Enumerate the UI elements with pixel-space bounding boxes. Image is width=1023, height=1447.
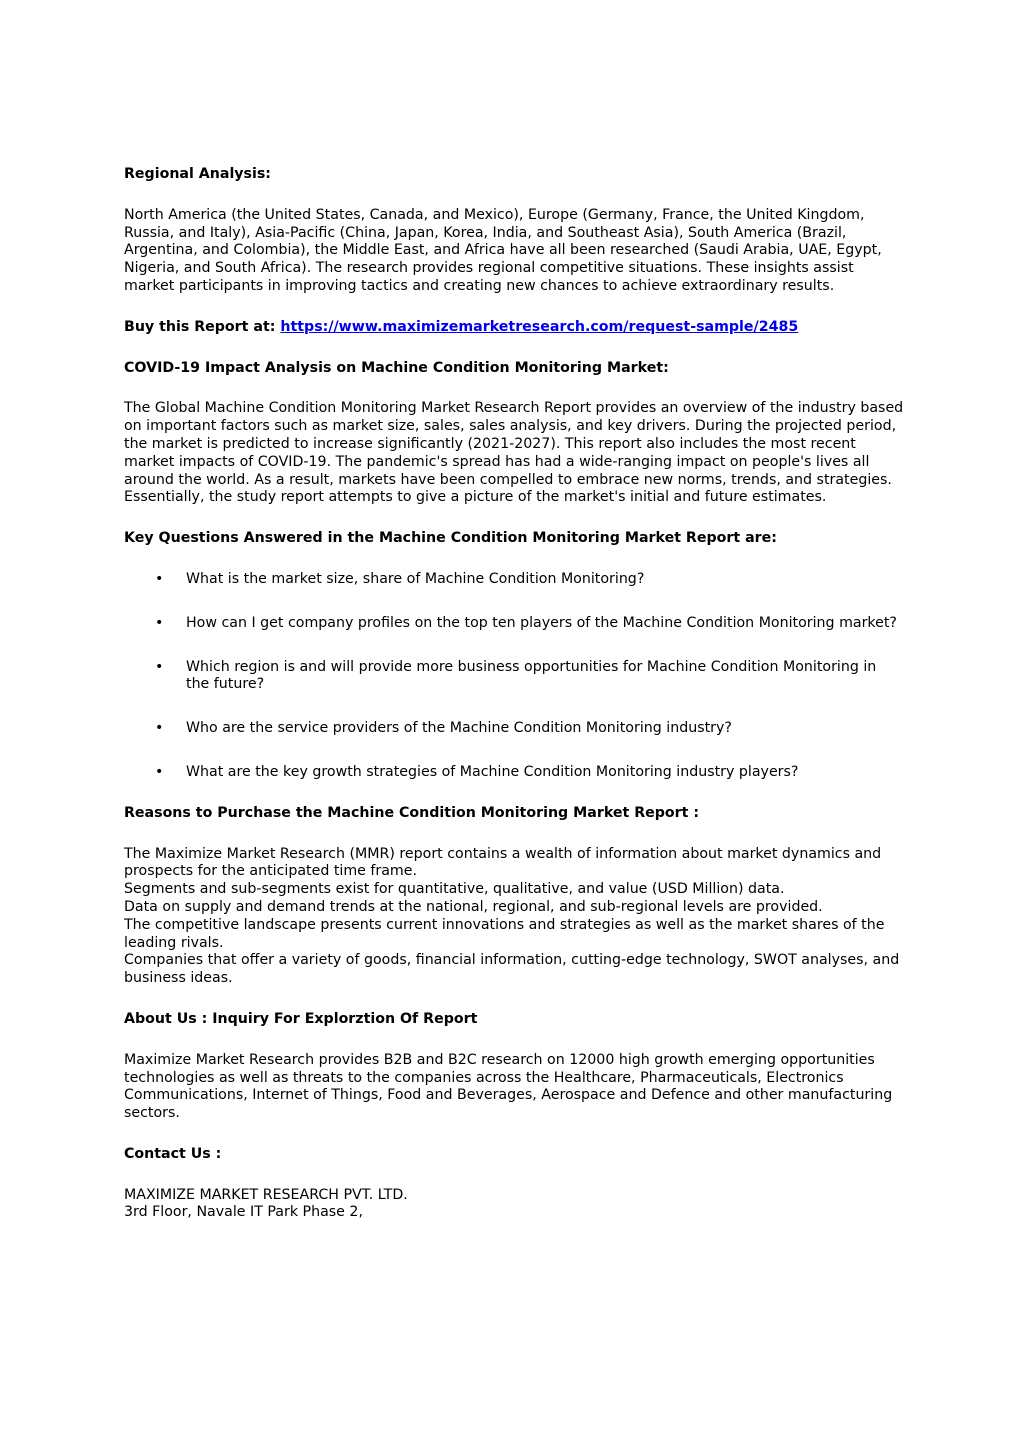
list-item-text: What are the key growth strategies of Machine Condition Monitoring industry players?: [186, 763, 799, 780]
list-item-text: Which region is and will provide more business opportunities for Machine Condition Monitoring in the future?: [186, 658, 877, 693]
reason-line: Segments and sub-segments exist for quantitative, qualitative, and value (USD Million) data.: [124, 881, 785, 898]
covid-impact-body: The Global Machine Condition Monitoring Market Research Report provides an overview of the industry based on important factors such as market size, sales, sales analysis, and key drivers. During the projected period, the market is predicted to increase significantly (2021-2027). This report also includes the most recent market impacts of COVID-19. The pandemic's spread has had a wide-ranging impact on people's lives all around the world. As a result, markets have been compelled to embrace new norms, trends, and strategies. Essentially, the study report attempts to give a picture of the market's initial and future estimates.: [124, 400, 904, 506]
regional-analysis-body: North America (the United States, Canada, and Mexico), Europe (Germany, France, the United Kingdom, Russia, and Italy), Asia-Pacific (China, Japan, Korea, India, and Southeast Asia), South America (Brazil, Argentina, and Colombia), the Middle East, and Africa have all been researched (Saudi Arabia, UAE, Egypt, Nigeria, and South Africa). The research provides regional competitive situations. These insights assist market participants in improving tactics and creating new chances to achieve extraordinary results.: [124, 206, 882, 294]
about-us-heading: About Us : Inquiry For Explorztion Of Report: [124, 1010, 478, 1027]
list-item: [124, 615, 904, 633]
list-item-text: Who are the service providers of the Machine Condition Monitoring industry?: [186, 720, 732, 737]
reason-line: Data on supply and demand trends at the national, regional, and sub-regional levels are provided.: [124, 898, 823, 915]
contact-line: MAXIMIZE MARKET RESEARCH PVT. LTD.: [124, 1186, 408, 1203]
list-item-text: What is the market size, share of Machine Condition Monitoring?: [186, 570, 645, 587]
regional-analysis-heading: Regional Analysis:: [124, 166, 271, 182]
document-page: [124, 166, 904, 1245]
bullet-icon: •: [155, 614, 164, 631]
bullet-icon: •: [155, 658, 164, 675]
list-item: [124, 720, 904, 738]
reason-line: The Maximize Market Research (MMR) report contains a wealth of information about market dynamics and prospects for the anticipated time frame.: [124, 845, 882, 880]
contact-line: 3rd Floor, Navale IT Park Phase 2,: [124, 1204, 363, 1221]
contact-us-heading: Contact Us :: [124, 1145, 222, 1162]
list-item: [124, 764, 904, 782]
bullet-icon: •: [155, 763, 164, 780]
about-us-body: Maximize Market Research provides B2B and B2C research on 12000 high growth emerging opportunities technologies as well as threats to the companies across the Healthcare, Pharmaceuticals, Electronics Communications, Internet of Things, Food and Beverages, Aerospace and Defence and other manufacturing sectors.: [124, 1051, 893, 1122]
reasons-body: [124, 846, 904, 988]
bullet-icon: •: [155, 720, 164, 737]
key-questions-list: [124, 571, 904, 782]
reason-line: Companies that offer a variety of goods, financial information, cutting-edge technology, SWOT analyses, and business ideas.: [124, 952, 900, 987]
key-questions-heading: Key Questions Answered in the Machine Condition Monitoring Market Report are:: [124, 530, 777, 547]
buy-report-label: Buy this Report at:: [124, 318, 281, 335]
list-item: [124, 571, 904, 589]
buy-report-line: [124, 319, 904, 337]
reasons-heading: Reasons to Purchase the Machine Condition Monitoring Market Report :: [124, 804, 700, 821]
covid-impact-heading: COVID-19 Impact Analysis on Machine Condition Monitoring Market:: [124, 359, 669, 376]
bullet-icon: •: [155, 570, 164, 587]
list-item: [124, 659, 904, 695]
reason-line: The competitive landscape presents current innovations and strategies as well as the market shares of the leading rivals.: [124, 916, 885, 951]
contact-address: [124, 1187, 904, 1223]
list-item-text: How can I get company profiles on the top ten players of the Machine Condition Monitoring market?: [186, 614, 897, 631]
buy-report-link[interactable]: https://www.maximizemarketresearch.com/request-sample/2485: [280, 318, 799, 335]
